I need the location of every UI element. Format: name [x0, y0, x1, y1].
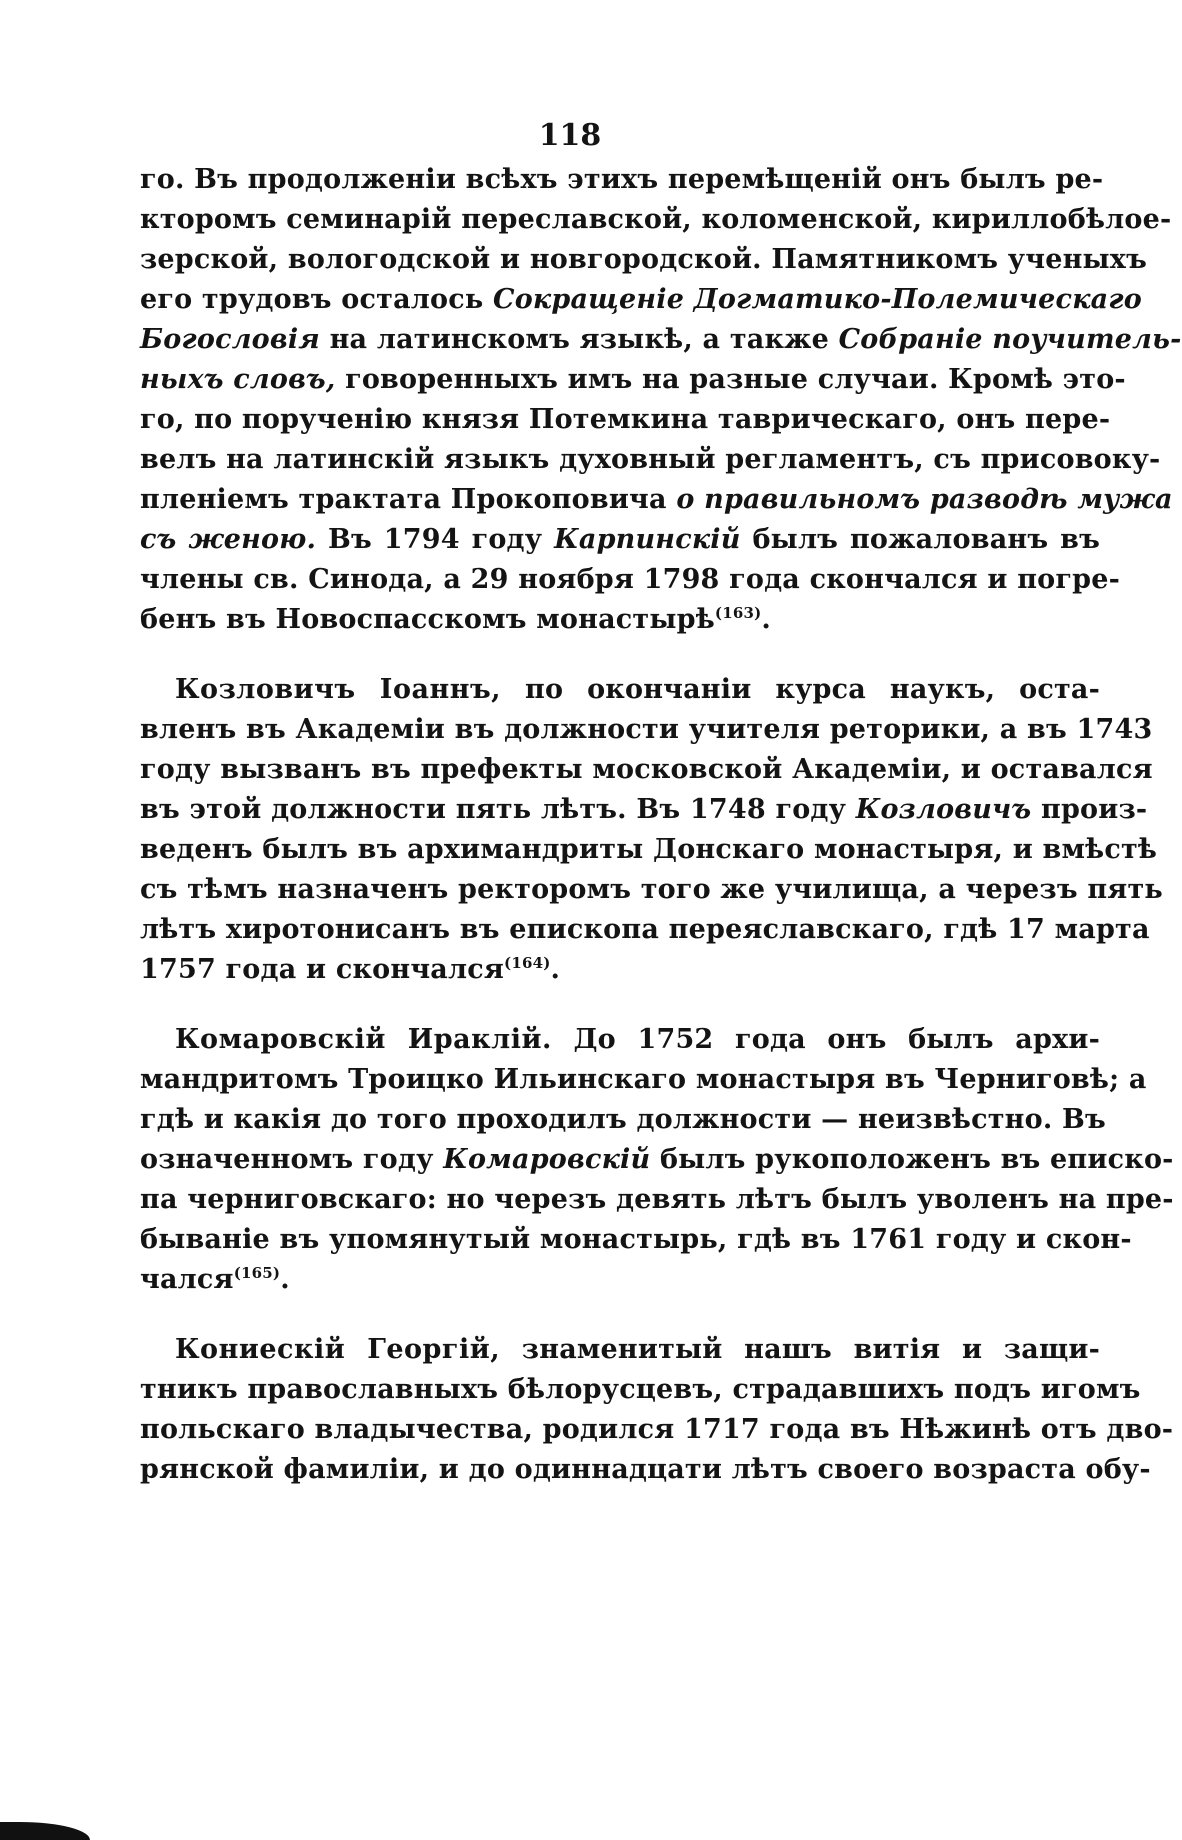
text-run: .	[761, 604, 772, 635]
text-run: говоренныхъ имъ на разные случаи. Кромѣ это-	[345, 364, 1126, 395]
text-line: па черниговскаго: но черезъ девять лѣтъ былъ уволенъ на пре-	[140, 1184, 1174, 1215]
text-line: съ тѣмъ назначенъ ректоромъ того же училища, а черезъ пять	[140, 874, 1163, 905]
text-line: члены св. Синода, а 29 ноября 1798 года скончался и погре-	[140, 564, 1120, 595]
text-line: велъ на латинскій языкъ духовный регламентъ, съ присовоку-	[140, 444, 1161, 475]
text-line: году вызванъ въ префекты московской Академіи, и оставался	[140, 754, 1153, 785]
text-run: Въ 1794 году	[327, 524, 543, 555]
text-line	[175, 1330, 1100, 1370]
text-line: зерской, вологодской и новгородской. Памятникомъ ученыхъ	[140, 244, 1148, 275]
person-name-italic: Козловичъ	[855, 794, 1032, 825]
text-run: бенъ въ Новоспасскомъ монастырѣ	[140, 604, 715, 635]
text-run: его трудовъ осталось	[140, 284, 484, 315]
text-run: пленіемъ трактата Прокоповича	[140, 484, 667, 515]
footnote-ref: (165)	[233, 1264, 281, 1282]
entry-heading-name: Козловичъ Іоаннъ,	[175, 674, 502, 705]
work-title: съ женою.	[140, 524, 317, 555]
text-run: 1757 года и скончался	[140, 954, 505, 985]
text-run: въ этой должности пять лѣтъ. Въ 1748 году	[140, 794, 847, 825]
text-run: чался	[140, 1264, 234, 1295]
text-line: бываніе въ упомянутый монастырь, гдѣ въ 1761 году и скон-	[140, 1224, 1132, 1255]
entry-heading-name: Комаровскій Ираклій.	[175, 1024, 552, 1055]
text-line: мандритомъ Троицко Ильинскаго монастыря въ Черниговѣ; а	[140, 1064, 1147, 1095]
text-line	[140, 1140, 1174, 1180]
text-line	[140, 320, 1182, 360]
footnote-ref: (163)	[714, 604, 762, 622]
text-line: кторомъ семинарій переславской, коломенской, кириллобѣлое-	[140, 204, 1172, 235]
work-title: Богословія	[140, 324, 320, 355]
text-line: веденъ былъ въ архимандриты Донскаго монастыря, и вмѣстѣ	[140, 834, 1158, 865]
text-line	[140, 950, 1100, 990]
text-line: вленъ въ Академіи въ должности учителя реторики, а въ 1743	[140, 714, 1153, 745]
text-line	[175, 670, 1100, 710]
text-line: гдѣ и какія до того проходилъ должности — неизвѣстно. Въ	[140, 1104, 1106, 1135]
work-title: ныхъ словъ,	[140, 364, 336, 395]
text-run: знаменитый нашъ витія и защи-	[521, 1334, 1100, 1365]
footnote-ref: (164)	[504, 954, 551, 972]
text-line	[140, 280, 1142, 320]
text-run: .	[550, 954, 561, 985]
text-run: До 1752 года онъ былъ архи-	[573, 1024, 1100, 1055]
text-run: на латинскомъ языкѣ, а также	[329, 324, 829, 355]
text-line	[140, 1260, 1100, 1300]
entry-heading-name: Кониескій Георгій,	[175, 1334, 501, 1365]
text-run: .	[280, 1264, 290, 1295]
work-title: о правильномъ разводѣ мужа	[676, 484, 1173, 515]
text-line: лѣтъ хиротонисанъ въ епископа переяславскаго, гдѣ 17 марта	[140, 914, 1150, 945]
text-run: былъ пожалованъ въ	[752, 524, 1100, 555]
text-line: рянской фамиліи, и до одиннадцати лѣтъ своего возраста обу-	[140, 1454, 1151, 1485]
scan-edge-mark	[0, 1822, 90, 1840]
text-line	[140, 600, 1100, 640]
page-number: 118	[538, 118, 602, 153]
text-line: го. Въ продолженіи всѣхъ этихъ перемѣщеній онъ былъ ре-	[140, 164, 1104, 195]
text-line	[140, 520, 1100, 560]
work-title: Сокращеніе Догматико-Полемическаго	[493, 284, 1142, 315]
text-line: польскаго владычества, родился 1717 года въ Нѣжинѣ отъ дво-	[140, 1414, 1174, 1445]
text-run: былъ рукоположенъ въ еписко-	[659, 1144, 1174, 1175]
text-line	[175, 1020, 1100, 1060]
person-name-italic: Карпинскій	[554, 524, 741, 555]
text-line	[140, 790, 1148, 830]
text-line: тникъ православныхъ бѣлорусцевъ, страдавшихъ подъ игомъ	[140, 1374, 1141, 1405]
text-line	[140, 480, 1173, 520]
person-name-italic: Комаровскій	[443, 1144, 651, 1175]
text-line	[140, 360, 1126, 400]
text-run: означенномъ году	[140, 1144, 434, 1175]
text-line: го, по порученію князя Потемкина таврическаго, онъ пере-	[140, 404, 1111, 435]
text-run: произ-	[1040, 794, 1148, 825]
work-title: Собраніе поучитель-	[838, 324, 1182, 355]
text-run: по окончаніи курса наукъ, оста-	[525, 674, 1100, 705]
